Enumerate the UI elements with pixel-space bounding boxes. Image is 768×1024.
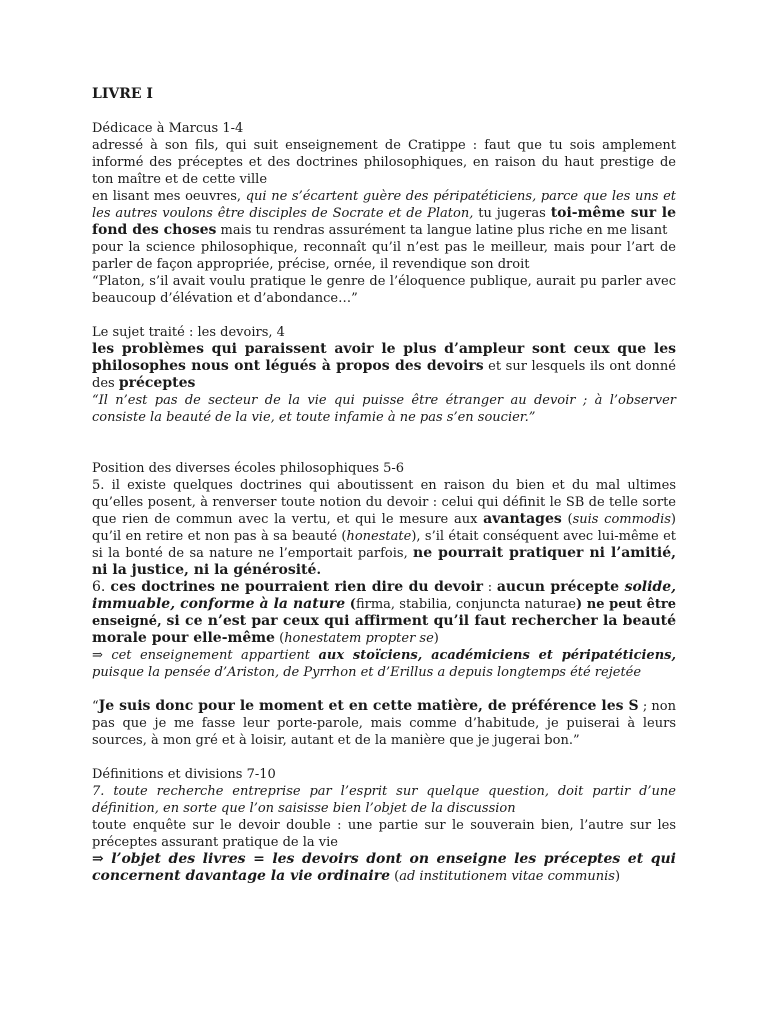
section-dedicace [92, 120, 676, 307]
section-heading: Définitions et divisions 7-10 [92, 767, 276, 782]
section-heading: Position des diverses écoles philosophiques 5-6 [92, 461, 405, 476]
arrow-conclusion: ⇒ l’objet des livres = les devoirs dont on enseigne les préceptes et qui concernent davantage la vie ordinaire (ad institutionem vitae communis) [92, 851, 676, 884]
paragraph-5: 5. il existe quelques doctrines qui aboutissent en raison du bien et du mal ultimes qu’elles posent, à renverser toute notion du devoir : celui qui définit le SB de telle sorte que rien de commun avec la vertu, et qui le mesure aux avantages (suis commodis) qu’il en retire et non pas à sa beauté (honestate), s’il était conséquent avec lui-même et si la bonté de sa nature ne l’emportait parfois, ne pourrait pratiquer ni l’amitié, ni la justice, ni la générosité. [92, 478, 676, 578]
paragraph-6: 6. ces doctrines ne pourraient rien dire du devoir : aucun précepte solide, immuable, conforme à la nature (firma, stabilia, conjuncta naturae) ne peut être enseigné, si ce n’est par ceux qui affirment qu’il faut rechercher la beauté morale pour elle-même (honestatem propter se) [92, 579, 677, 646]
paragraph: pour la science philosophique, reconnaît qu’il n’est pas le meilleur, mais pour l’art de parler de façon appropriée, précise, ornée, il revendique son droit [92, 240, 676, 272]
paragraph: toute enquête sur le devoir double : une partie sur le souverain bien, l’autre sur les préceptes assurant pratique de la vie [92, 818, 676, 850]
paragraph: les problèmes qui paraissent avoir le plus d’ampleur sont ceux que les philosophes nous ont légués à propos des devoirs et sur lesquels ils ont donné des préceptes [92, 341, 676, 391]
section-heading: Le sujet traité : les devoirs, 4 [92, 325, 285, 340]
paragraph: en lisant mes oeuvres, qui ne s’écartent guère des péripatéticiens, parce que les uns et les autres voulons être disciples de Socrate et de Platon, tu jugeras toi-même sur le fond des choses mais tu rendras assurément ta langue latine plus riche en me lisant [92, 189, 676, 238]
book-title: LIVRE I [92, 86, 153, 102]
section-ecoles [92, 460, 676, 749]
paragraph-7: 7. toute recherche entreprise par l’esprit sur quelque question, doit partir d’une définition, en sorte que l’on saisisse bien l’objet de la discussion [92, 784, 676, 816]
section-heading: Dédicace à Marcus 1-4 [92, 121, 244, 136]
quote: “Il n’est pas de secteur de la vie qui puisse être étranger au devoir ; à l’observer consiste la beauté de la vie, et toute infamie à ne pas s’en soucier.” [92, 393, 676, 425]
section-sujet [92, 324, 676, 426]
quote: “Platon, s’il avait voulu pratique le genre de l’éloquence publique, aurait pu parler avec beaucoup d’élévation et d’abondance…” [92, 274, 676, 306]
section-definitions [92, 766, 676, 885]
quote: “Je suis donc pour le moment et en cette matière, de préférence les S ; non pas que je me fasse leur porte-parole, mais comme d’habitude, je puiserai à leurs sources, à mon gré et à loisir, autant et de la manière que je jugerai bon.” [92, 698, 677, 748]
paragraph: adressé à son fils, qui suit enseignement de Cratippe : faut que tu sois amplement informé des préceptes et des doctrines philosophiques, en raison du haut prestige de ton maître et de cette ville [92, 138, 676, 187]
arrow-conclusion: ⇒ cet enseignement appartient aux stoïciens, académiciens et péripatéticiens, puisque la pensée d’Ariston, de Pyrrhon et d’Erillus a depuis longtemps été rejetée [92, 648, 676, 680]
